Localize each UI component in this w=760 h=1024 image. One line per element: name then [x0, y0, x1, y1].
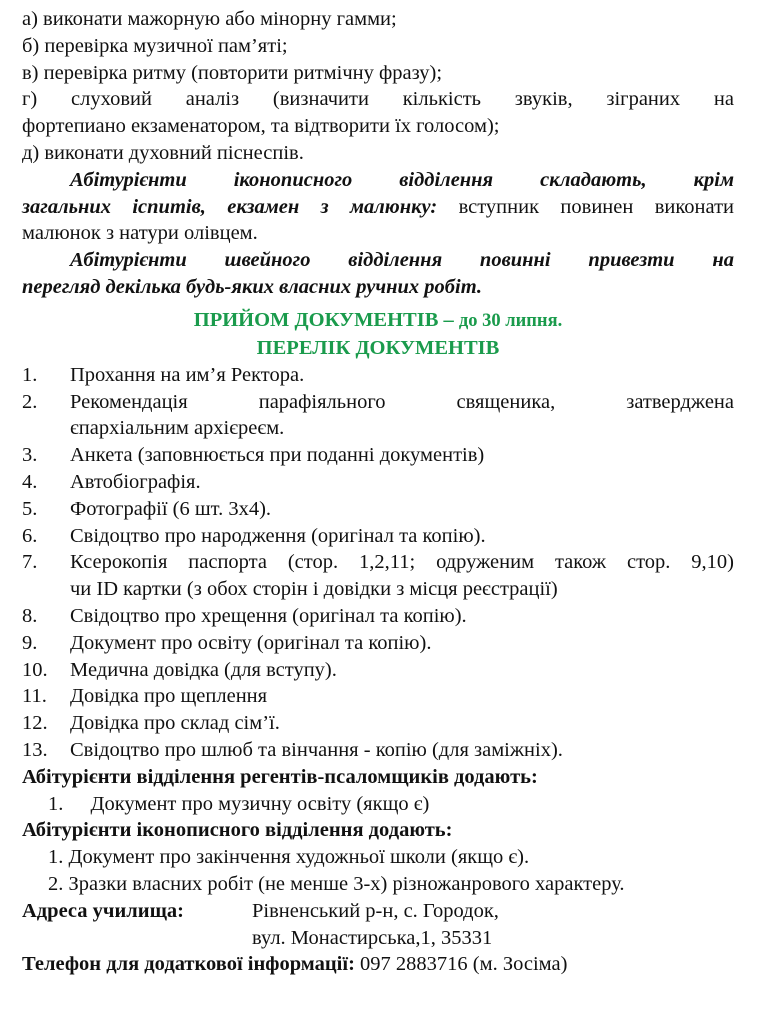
- exam-item-c: в) перевірка ритму (повторити ритмічну фразу);: [22, 61, 443, 84]
- sewing-paragraph-line2: перегляд декілька будь-яких власних ручних робіт.: [22, 275, 483, 298]
- phone-line: [22, 951, 734, 978]
- section-heading: [22, 307, 734, 362]
- exam-item-b: б) перевірка музичної пам’яті;: [22, 34, 288, 57]
- list-item: 4. Автобіографія.: [22, 470, 201, 493]
- exam-item-d-line2: фортепиано екзаменатором, та відтворити їх голосом);: [22, 115, 500, 138]
- list-item: 8. Свідоцтво про хрещення (оригінал та копію).: [22, 604, 467, 627]
- phone-label: Телефон для додаткової інформації:: [22, 953, 355, 976]
- list-item: 11. Довідка про щеплення: [22, 685, 268, 708]
- address-value: [252, 898, 499, 952]
- icon-paragraph-bold: загальних іспитів, екзамен з малюнку:: [22, 195, 438, 218]
- exam-item-e: д) виконати духовний піснеспів.: [22, 141, 304, 164]
- list-item: 10. Медична довідка (для вступу).: [22, 658, 337, 681]
- exam-requirements: [22, 6, 734, 167]
- sewing-paragraph-line1: Абітурієнти швейного відділення повинні привезти на: [70, 249, 734, 272]
- icon-painting-paragraph: [22, 167, 734, 247]
- address-line1: Рівненський р-н, с. Городок,: [252, 899, 499, 922]
- heading-line2: ПЕРЕЛІК ДОКУМЕНТІВ: [256, 336, 500, 359]
- list-item: 9. Документ про освіту (оригінал та копію).: [22, 631, 432, 654]
- address-line2: вул. Монастирська,1, 35331: [252, 926, 493, 949]
- icon-extra-item: 1. Документ про закінчення художньої школи (якщо є).: [48, 846, 530, 869]
- phone-value: 097 2883716 (м. Зосіма): [354, 953, 568, 976]
- list-item: 2. Рекомендація парафіяльного священика, затверджена єпархіальним архієреєм.: [22, 390, 734, 440]
- address-block: [22, 898, 734, 952]
- icon-extra-item: 2. Зразки власних робіт (не менше 3-х) різножанрового характеру.: [48, 872, 625, 895]
- list-item: 6. Свідоцтво про народження (оригінал та копію).: [22, 524, 486, 547]
- icon-paragraph-line1: Абітурієнти іконописного відділення складають, крім: [70, 168, 734, 191]
- exam-item-a: а) виконати мажорную або мінорну гамми;: [22, 8, 397, 30]
- icon-paragraph-line3: малюнок з натури олівцем.: [22, 222, 258, 245]
- sewing-paragraph: [22, 247, 734, 301]
- regent-item: 1. Документ про музичну освіту (якщо є): [48, 792, 430, 815]
- heading-line1: [22, 307, 734, 335]
- icon-paragraph-line2: [22, 194, 734, 221]
- address-label: Адреса училища:: [22, 899, 184, 922]
- heading-main: ПРИЙОМ ДОКУМЕНТІВ –: [193, 308, 459, 331]
- exam-item-d-line1: г) слуховий аналіз (визначити кількість звуків, зіграних на: [22, 88, 734, 111]
- heading-deadline: до 30 липня.: [458, 310, 563, 331]
- icon-extra-title: Абітурієнти іконописного відділення додають:: [22, 819, 453, 842]
- list-item: 1. Прохання на им’я Ректора.: [22, 363, 305, 386]
- regent-section-title: Абітурієнти відділення регентів-псаломщиків додають:: [22, 765, 538, 788]
- list-item: 5. Фотографії (6 шт. 3х4).: [22, 497, 272, 520]
- list-item: 12. Довідка про склад сім’ї.: [22, 712, 280, 735]
- list-item: 13. Свідоцтво про шлюб та вінчання - копію (для заміжніх).: [22, 738, 563, 761]
- list-item: 3. Анкета (заповнюється при поданні документів): [22, 444, 485, 467]
- document-list: [22, 362, 734, 764]
- list-item: 7. Ксерокопія паспорта (стор. 1,2,11; одруженим також стор. 9,10) чи ID картки (з обох сторін і довідки з місця реєстрації): [22, 551, 734, 601]
- icon-paragraph-rest: вступник повинен виконати: [437, 195, 734, 218]
